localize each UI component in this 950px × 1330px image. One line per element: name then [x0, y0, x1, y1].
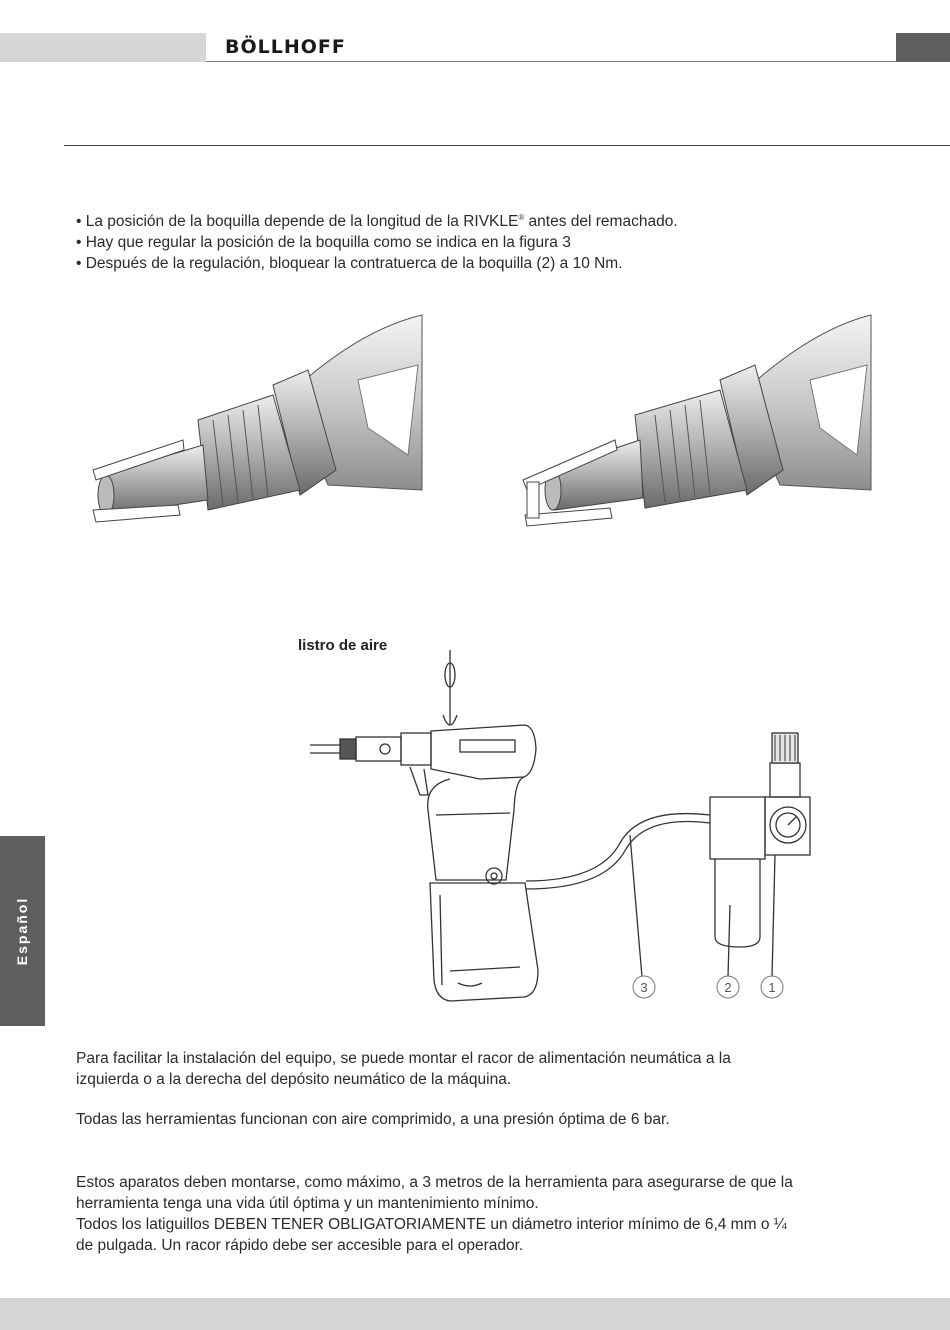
list-item: • Después de la regulación, bloquear la contratuerca de la boquilla (2) a 10 Nm.: [76, 255, 623, 272]
figure-caption-fragment: listro de aire: [298, 637, 388, 654]
header-bar-right: [896, 33, 950, 62]
footer-bar: [0, 1298, 950, 1330]
registered-mark: ®: [518, 213, 525, 222]
paragraph-installation: Para facilitar la instalación del equipo, se puede montar el racor de alimentación neumática a la izquierda o a la derecha del depósito neumático de la máquina.: [76, 1050, 731, 1088]
paragraph-hoses: Estos aparatos deben montarse, como máximo, a 3 metros de la herramienta para asegurarse de que la herramienta tenga una vida útil óptima y un mantenimiento mínimo. Todos los latiguillos DEBEN TENER OBLIGATORIAMENTE un diámetro interior mínimo de 6,4 mm o ¼ de pulgada. Un racor rápido debe ser accesible para el operador.: [76, 1174, 793, 1254]
callout-2: 2: [724, 980, 732, 995]
nozzle-illustration-left: [88, 310, 428, 540]
callout-3: 3: [640, 980, 648, 995]
list-item: • Hay que regular la posición de la boquilla como se indica en la figura 3: [76, 234, 571, 251]
instruction-list: [76, 207, 896, 274]
list-item: • La posición de la boquilla depende de la longitud de la RIVKLE® antes del remachado.: [76, 213, 678, 230]
section-rule: [64, 145, 950, 146]
paragraph-pressure: Todas las herramientas funcionan con aire comprimido, a una presión óptima de 6 bar.: [76, 1111, 670, 1128]
riveting-tool-setup-illustration: [300, 645, 830, 1010]
callout-1: 1: [768, 980, 776, 995]
header-rule: [206, 61, 896, 62]
header-bar-left: [0, 33, 206, 62]
language-tab-label: Español: [14, 896, 30, 966]
bollhoff-logo: BÖLLHOFF: [225, 36, 346, 58]
nozzle-illustration-right: [515, 310, 875, 540]
